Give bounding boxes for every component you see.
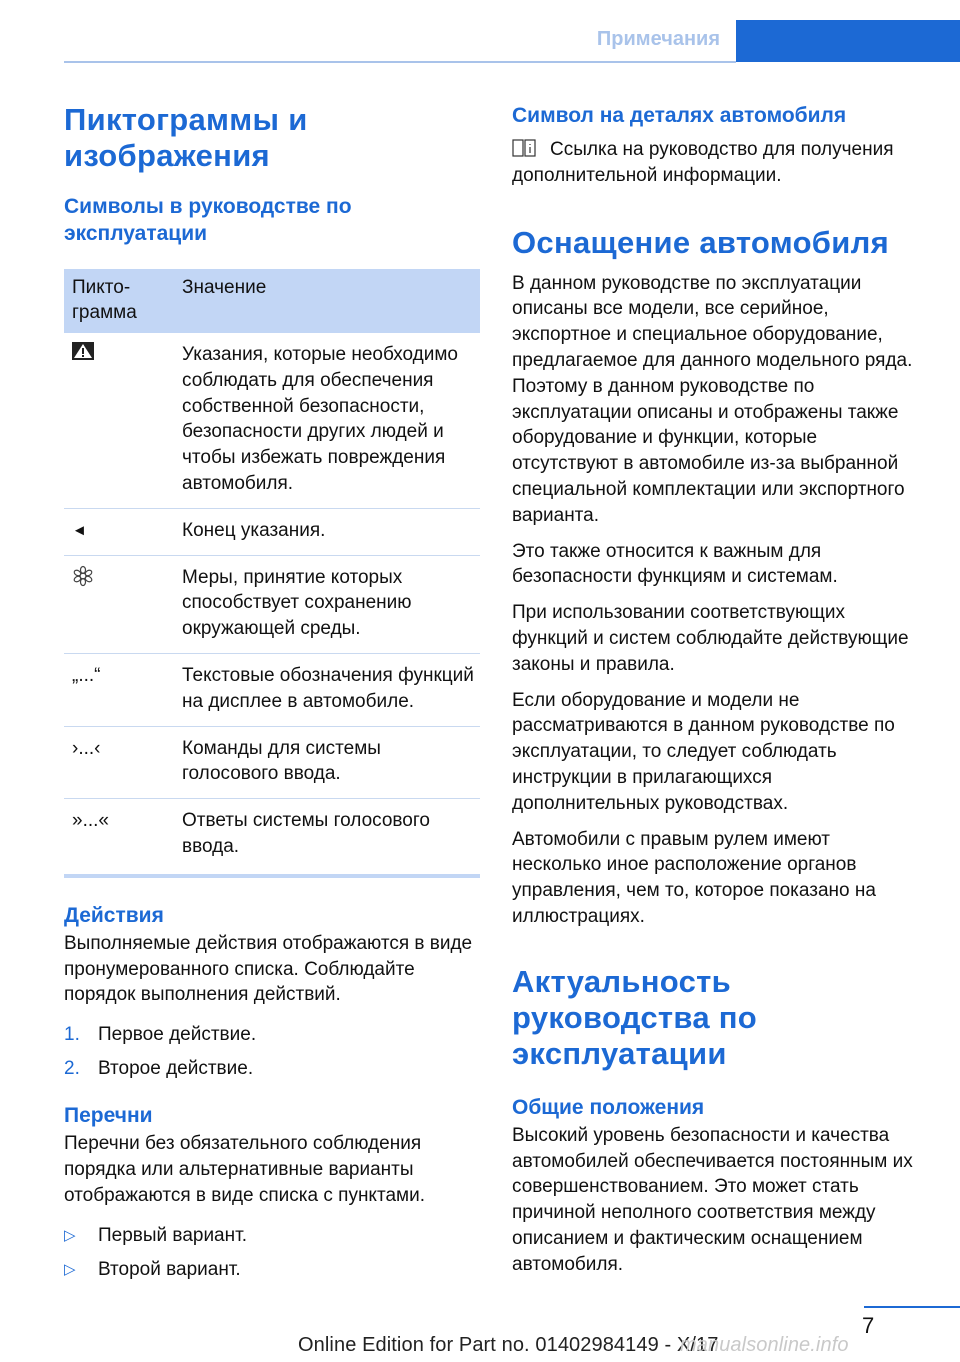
table-cell-meaning: Ответы системы голосового ввода. [182,810,430,857]
page-number: 7 [862,1313,875,1338]
list-item-text: Первый вариант. [98,1224,247,1246]
equipment-paragraph: Это также относится к важным для безопасности функциям и системам. [512,540,838,588]
actions-text: Выполняемые действия отображаются в виде пронумерованного списка. Соблюдайте порядок выполнения действий. [64,932,473,1006]
table-cell-symbol [64,342,182,497]
list-item [64,1018,482,1052]
list-item-number: 1. [64,1024,80,1046]
table-header [64,269,480,333]
triangle-bullet-icon: ▷ [64,1226,76,1244]
list-item-text: Первое действие. [98,1024,257,1046]
vehicle-symbol-description: Ссылка на руководство для получения дополнительной информации. [512,139,894,186]
list-item-text: Второе действие. [98,1058,254,1080]
table-header-symbol: Пикто-грамма [72,277,137,323]
table-cell-symbol: „...“ [72,664,101,686]
list-item-text: Второй вариант. [98,1258,241,1280]
edition-text: Online Edition for Part no. 01402984149 - X/17 [298,1334,719,1356]
table-cell-symbol: ◄ [72,521,87,539]
right-column [512,102,924,1278]
lists-text: Перечни без обязательного соблюдения порядка или альтернативные варианты отображаются в виде списка с пунктами. [64,1133,425,1206]
list-item [64,1219,482,1253]
equipment-paragraph: В данном руководстве по эксплуатации описаны все модели, все серийное, экспортное и специальное оборудование, предлагаемое для данного модельного ряда. Поэтому в данном руководстве по эксплуатации описаны и отображены также оборудование и функции, которые отсутствуют в автомобиле из-за выбранной специальной комплектации или экспортного варианта. [512,272,913,526]
table-row [64,799,480,878]
table-header-meaning: Значение [182,277,267,298]
table-cell-meaning: Команды для системы голосового ввода. [182,737,381,785]
table-row [64,556,480,654]
footer-rule [864,1306,960,1308]
actions-heading: Действия [64,903,164,927]
actions-list [64,1018,482,1086]
page-title: Пиктограммы и изображения [64,102,308,173]
equipment-title: Оснащение автомобиля [512,224,889,260]
table-cell-meaning: Меры, принятие которых способствует сохранению окружающей среды. [182,566,412,640]
list-item-number: 2. [64,1058,80,1080]
table-row [64,654,480,727]
symbols-heading: Символы в руководстве по эксплуатации [64,195,352,245]
left-column [64,102,482,1287]
general-heading: Общие положения [512,1095,705,1119]
table-cell-symbol [64,565,182,642]
vehicle-symbol-heading: Символ на деталях автомобиля [512,104,847,127]
triangle-bullet-icon: ▷ [64,1260,76,1278]
table-row [64,509,480,556]
watermark: manualsonline.info [680,1334,849,1356]
equipment-paragraph: Если оборудование и модели не рассматриваются в данном руководстве по эксплуатации, то следует соблюдать инструкции в прилагающихся дополнительных руководствах. [512,689,895,814]
vehicle-symbol-text [512,137,924,189]
equipment-paragraph: При использовании соответствующих функций и систем соблюдайте действующие законы и правила. [512,602,909,675]
symbols-table [64,269,480,878]
table-cell-symbol: ›...‹ [72,737,101,759]
table-cell-meaning: Конец указания. [182,519,326,541]
actuality-title: Актуальность руководства по эксплуатации [512,963,758,1071]
environment-flower-icon [72,565,94,587]
general-text: Высокий уровень безопасности и качества автомобилей обеспечивается постоянным их совершенствованием. Это может стать причиной неполного соответствия между описанием и фактическим оснащением автомобиля. [512,1124,913,1275]
warning-triangle-icon [72,342,94,360]
list-item [64,1253,482,1287]
table-cell-meaning: Текстовые обозначения функций на дисплее в автомобиле. [182,664,474,712]
table-row [64,727,480,800]
table-row [64,333,480,509]
section-title: Примечания [596,28,720,50]
options-list [64,1219,482,1287]
lists-heading: Перечни [64,1104,153,1128]
table-cell-symbol: »...« [72,810,109,832]
equipment-paragraph: Автомобили с правым рулем имеют несколько иное расположение органов управления, чем то, которое показано на иллюстрациях. [512,828,876,927]
table-cell-meaning: Указания, которые необходимо соблюдать для обеспечения собственной безопасности, безопасности других людей и чтобы избежать повреждения автомобиля. [182,344,458,494]
header-block [736,20,960,62]
header-rule [64,61,736,63]
book-info-icon [512,138,536,158]
list-item [64,1052,482,1086]
